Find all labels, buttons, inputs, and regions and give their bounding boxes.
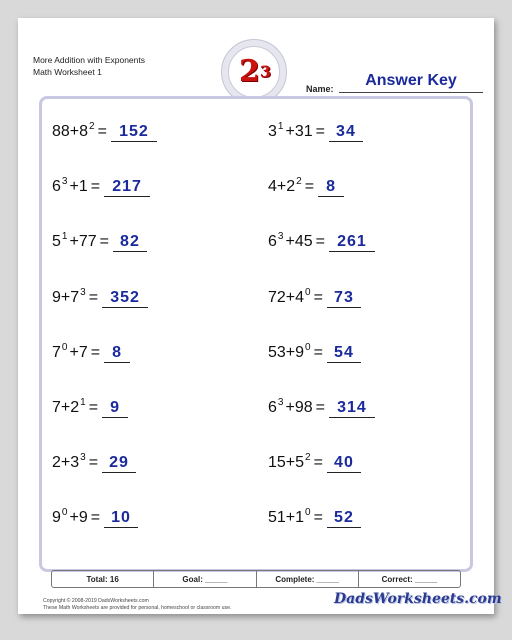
name-label: Name:	[306, 84, 334, 94]
problem-item	[52, 178, 150, 200]
answer-blank[interactable]: 52	[327, 509, 361, 528]
complete-cell: Complete: _____	[257, 571, 359, 587]
title-line-1: More Addition with Exponents	[33, 55, 145, 65]
problem-exponent: 0	[305, 286, 311, 298]
problem-item	[268, 509, 361, 531]
equals-sign: =	[304, 178, 315, 196]
answer-blank[interactable]: 9	[102, 399, 128, 418]
problem-exponent: 0	[305, 507, 311, 519]
problem-addend: +7	[69, 343, 88, 361]
equals-sign: =	[315, 399, 325, 416]
equals-sign: =	[315, 233, 325, 251]
problem-item	[268, 341, 361, 366]
answer-blank[interactable]: 314	[329, 399, 375, 418]
equals-sign: =	[88, 288, 99, 306]
score-table	[51, 570, 461, 588]
problem-exponent: 2	[296, 176, 302, 188]
problem-item	[268, 233, 375, 255]
total-cell: Total: 16	[52, 571, 154, 587]
worksheet-title	[33, 54, 145, 78]
problem-exponent: 3	[80, 452, 86, 464]
problem-item	[52, 454, 136, 476]
answer-blank[interactable]: 10	[104, 509, 138, 528]
problem-exponent: 3	[80, 286, 86, 298]
answer-blank[interactable]: 8	[318, 178, 344, 197]
problem-item	[52, 399, 128, 421]
problem-exponent: 0	[305, 341, 311, 353]
equals-sign: =	[90, 509, 101, 527]
problem-base: 9+7	[52, 288, 80, 306]
equals-sign: =	[313, 343, 323, 361]
correct-cell: Correct: _____	[381, 574, 438, 584]
answer-blank[interactable]: 73	[327, 289, 361, 308]
problem-item	[268, 399, 375, 421]
problem-addend: +31	[285, 123, 313, 140]
problem-base: 51+1	[268, 509, 305, 527]
problem-exponent: 1	[80, 397, 86, 408]
brand-logo: DadsWorksheets.com	[334, 591, 502, 607]
problem-item	[268, 123, 363, 145]
answer-blank[interactable]: 82	[113, 233, 147, 252]
problem-item	[268, 286, 361, 311]
equals-sign: =	[313, 454, 323, 472]
problem-exponent: 0	[61, 507, 68, 519]
equals-sign: =	[88, 399, 99, 416]
problem-base: 6	[268, 399, 277, 416]
problem-item	[268, 178, 344, 200]
problem-base: 53+9	[268, 343, 305, 361]
worksheet-page	[18, 18, 502, 614]
problem-exponent: 1	[61, 231, 68, 243]
problem-addend: +98	[285, 399, 313, 416]
problem-item	[52, 341, 130, 366]
problems-box	[39, 96, 473, 572]
copyright-line-1: Copyright © 2008-2019 DadsWorksheets.com	[43, 598, 149, 604]
problem-exponent: 1	[277, 121, 284, 132]
problem-exponent: 3	[277, 231, 284, 243]
problem-base: 5	[52, 233, 61, 251]
goal-cell: Goal: _____	[154, 571, 256, 587]
problem-exponent: 3	[61, 176, 68, 188]
problem-addend: +77	[69, 233, 97, 251]
problem-exponent: 0	[61, 341, 68, 353]
copyright-line-2: These Math Worksheets are provided for personal, homeschool or classroom use.	[43, 604, 232, 611]
problem-base: 6	[268, 233, 277, 251]
problem-base: 9	[52, 509, 61, 527]
equals-sign: =	[97, 123, 107, 140]
problem-base: 6	[52, 178, 61, 196]
logo-base: 2	[238, 54, 260, 89]
answer-blank[interactable]: 40	[327, 454, 361, 473]
answer-blank[interactable]: 152	[111, 123, 157, 142]
answer-blank[interactable]: 352	[102, 289, 148, 308]
problem-base: 72+4	[268, 288, 305, 306]
problem-exponent: 2	[305, 452, 311, 464]
equals-sign: =	[313, 288, 323, 306]
name-field[interactable]	[339, 72, 483, 93]
problem-addend: +9	[69, 509, 88, 527]
logo-exponent: 3	[259, 62, 271, 81]
problem-exponent: 3	[277, 397, 284, 408]
equals-sign: =	[313, 509, 323, 527]
title-line-2: Math Worksheet 1	[33, 67, 102, 77]
problem-item	[52, 286, 148, 311]
answer-blank[interactable]: 8	[104, 344, 130, 363]
answer-blank[interactable]: 29	[102, 454, 136, 473]
problem-base: 88+8	[52, 123, 89, 140]
problem-item	[52, 233, 147, 255]
problem-base: 7+2	[52, 399, 80, 416]
answer-blank[interactable]: 34	[329, 123, 363, 142]
copyright-notice	[43, 598, 231, 611]
answer-blank[interactable]: 217	[104, 178, 150, 197]
problem-base: 3	[268, 123, 277, 140]
problem-base: 7	[52, 343, 61, 361]
answer-key-label: Answer Key	[365, 72, 457, 89]
equals-sign: =	[90, 343, 101, 361]
equals-sign: =	[88, 454, 99, 472]
problem-addend: +1	[69, 178, 88, 196]
problem-exponent: 2	[89, 121, 95, 132]
problem-base: 15+5	[268, 454, 305, 472]
problem-addend: +45	[285, 233, 313, 251]
answer-blank[interactable]: 261	[329, 233, 375, 252]
problem-base: 2+3	[52, 454, 80, 472]
equals-sign: =	[90, 178, 101, 196]
problem-item	[268, 454, 361, 476]
equals-sign: =	[315, 123, 325, 140]
problem-base: 4+2	[268, 178, 296, 196]
equals-sign: =	[99, 233, 109, 251]
problem-item	[52, 123, 157, 145]
problem-item	[52, 509, 138, 531]
answer-blank[interactable]: 54	[327, 344, 361, 363]
